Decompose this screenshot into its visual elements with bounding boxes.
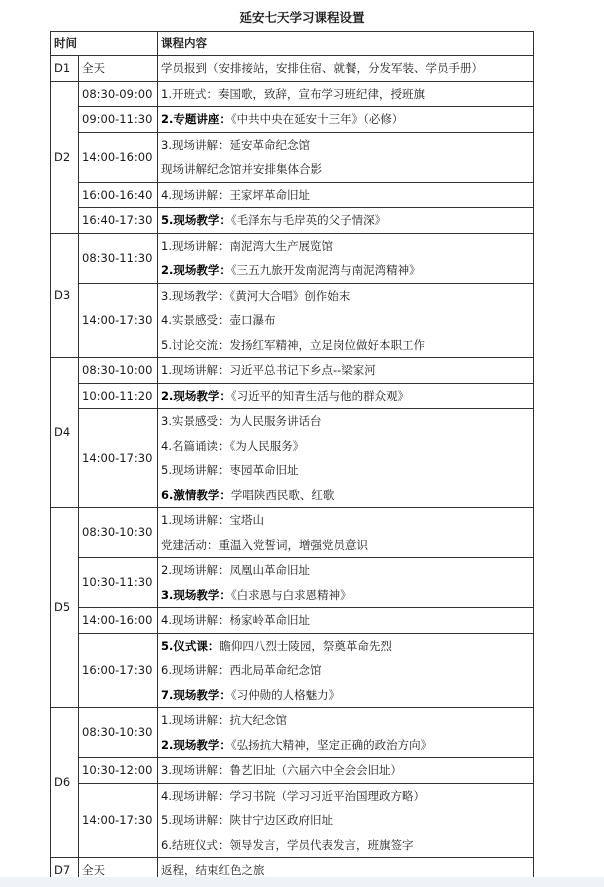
course-item-text: 4.现场讲解：王家坪革命旧址 (161, 187, 310, 202)
content-cell (158, 81, 534, 107)
course-item (161, 384, 530, 409)
course-item-text: 6.结班仪式：领导发言，学员代表发言，班旗签字 (161, 837, 414, 852)
course-item-label: 5.仪式课： (161, 638, 220, 653)
time-cell: 08:30-10:30 (79, 508, 158, 558)
content-cell (158, 708, 534, 758)
course-item-text: 4.名篇诵读：《为人民服务》 (161, 438, 305, 453)
day-cell: D5 (51, 508, 79, 708)
time-cell: 08:30-10:30 (79, 708, 158, 758)
content-cell (158, 633, 534, 708)
time-cell: 16:00-16:40 (79, 182, 158, 208)
course-item (161, 808, 530, 833)
course-item (161, 533, 530, 558)
time-cell: 08:30-11:30 (79, 233, 158, 283)
course-item-text: 1.开班式：奏国歌，致辞，宣布学习班纪律，授班旗 (161, 86, 425, 101)
schedule-row (51, 132, 534, 182)
course-item-text: 3.现场讲解：延安革命纪念馆 (161, 137, 310, 152)
content-cell (158, 383, 534, 409)
course-item-text: 1.现场讲解：抗大纪念馆 (161, 713, 287, 727)
course-item (161, 157, 530, 182)
course-item (161, 708, 530, 733)
course-item (161, 508, 530, 533)
course-item (161, 133, 530, 158)
course-item (161, 56, 530, 81)
course-item-text: 5.讨论交流：发扬红军精神，立足岗位做好本职工作 (161, 337, 425, 352)
course-item-text: 1.现场讲解：宝塔山 (161, 513, 264, 527)
content-cell (158, 56, 534, 82)
schedule-row (51, 233, 534, 283)
schedule-row (51, 383, 534, 409)
course-item-text: 《白求恩与白求恩精神》 (230, 587, 352, 602)
course-item-label: 2.现场教学： (161, 388, 231, 403)
content-cell (158, 358, 534, 384)
content-cell (158, 783, 534, 858)
course-item (161, 583, 530, 608)
course-item-text: 2.现场讲解：凤凰山革命旧址 (161, 563, 310, 577)
time-cell: 全天 (79, 858, 158, 884)
course-item (161, 107, 530, 132)
time-cell: 10:00-11:20 (79, 383, 158, 409)
time-cell: 16:00-17:30 (79, 633, 158, 708)
course-item (161, 608, 530, 633)
course-item-text: 现场讲解纪念馆并安排集体合影 (161, 162, 322, 176)
course-item (161, 683, 530, 708)
table-header-row (51, 32, 534, 56)
schedule-row (51, 708, 534, 758)
course-item-label: 5.现场教学： (161, 213, 231, 227)
time-cell: 08:30-10:00 (79, 358, 158, 384)
schedule-row (51, 81, 534, 107)
course-item (161, 358, 530, 383)
course-item-text: 3.现场教学：《黄河大合唱》创作始末 (161, 288, 351, 303)
header-time: 时间 (51, 32, 158, 56)
course-item (161, 833, 530, 858)
schedule-row (51, 783, 534, 858)
schedule-row (51, 283, 534, 358)
time-cell: 14:00-16:00 (79, 608, 158, 634)
course-item (161, 733, 530, 758)
day-cell: D1 (51, 56, 79, 82)
course-item (161, 234, 530, 259)
page-title: 延安七天学习课程设置 (239, 10, 365, 25)
course-item-text: 4.现场讲解：学习书院（学习习近平治国理政方略） (161, 788, 425, 803)
content-cell (158, 409, 534, 508)
content-cell (158, 208, 534, 234)
course-item-label: 2.现场教学： (161, 263, 231, 277)
schedule-row (51, 208, 534, 234)
content-cell (158, 233, 534, 283)
course-item-text: 《习仲勋的人格魅力》 (230, 687, 341, 702)
time-cell: 10:30-11:30 (79, 558, 158, 608)
time-cell: 全天 (79, 56, 158, 82)
time-cell: 14:00-17:30 (79, 783, 158, 858)
content-cell (158, 107, 534, 133)
content-cell (158, 283, 534, 358)
content-cell (158, 558, 534, 608)
course-item-text: 1.现场讲解：南泥湾大生产展览馆 (161, 238, 333, 253)
course-item (161, 558, 530, 583)
footer-strip (0, 877, 604, 887)
day-cell: D7 (51, 858, 79, 884)
course-item-text: 《毛泽东与毛岸英的父子情深》 (230, 213, 387, 227)
course-item-label: 6.激情教学： (161, 487, 231, 502)
schedule-row (51, 409, 534, 508)
course-item (161, 333, 530, 358)
day-cell: D4 (51, 358, 79, 508)
course-item (161, 458, 530, 483)
course-item (161, 634, 530, 659)
schedule-body (51, 56, 534, 884)
course-item-text: 《三五九旅开发南泥湾与南泥湾精神》 (230, 263, 421, 277)
course-item-label: 7.现场教学： (161, 687, 231, 702)
course-item-text: 《习近平的知青生活与他的群众观》 (230, 388, 410, 403)
time-cell: 14:00-17:30 (79, 283, 158, 358)
course-item (161, 758, 530, 783)
schedule-row (51, 107, 534, 133)
course-item-text: 4.实景感受：壶口瀑布 (161, 313, 276, 327)
course-item-text: 3.现场讲解：鲁艺旧址（六届六中全会会旧址） (161, 763, 402, 777)
course-item-text: 4.现场讲解：杨家岭革命旧址 (161, 613, 310, 627)
day-cell: D3 (51, 233, 79, 358)
time-cell: 10:30-12:00 (79, 758, 158, 784)
course-item (161, 284, 530, 309)
schedule-table (50, 31, 534, 884)
course-item-text: 5.现场讲解：陕甘宁边区政府旧址 (161, 813, 333, 827)
schedule-row (51, 56, 534, 82)
course-item-label: 2.现场教学： (161, 737, 231, 752)
content-cell (158, 758, 534, 784)
course-item-text: 1.现场讲解：习近平总书记下乡点--梁家河 (161, 363, 376, 377)
time-cell: 14:00-16:00 (79, 132, 158, 182)
course-item-text: 3.实景感受：为人民服务讲话台 (161, 414, 322, 428)
course-item-text: 5.现场讲解：枣园革命旧址 (161, 463, 299, 477)
time-cell: 14:00-17:30 (79, 409, 158, 508)
schedule-row (51, 508, 534, 558)
course-item (161, 784, 530, 809)
course-item (161, 208, 530, 233)
content-cell (158, 508, 534, 558)
course-item (161, 308, 530, 333)
time-cell: 16:40-17:30 (79, 208, 158, 234)
course-item (161, 409, 530, 434)
content-cell (158, 182, 534, 208)
course-item-text: 党建活动：重温入党誓词，增强党员意识 (161, 537, 368, 552)
schedule-row (51, 358, 534, 384)
schedule-row (51, 182, 534, 208)
schedule-row (51, 633, 534, 708)
schedule-row (51, 608, 534, 634)
day-cell: D6 (51, 708, 79, 858)
schedule-row (51, 758, 534, 784)
course-item (161, 658, 530, 683)
course-item-text: 《中共中央在延安十三年》（必修） (230, 112, 404, 126)
course-item-text: 瞻仰四八烈士陵园，祭奠革命先烈 (219, 638, 392, 653)
course-item (161, 434, 530, 459)
content-cell (158, 608, 534, 634)
header-content: 课程内容 (158, 32, 534, 56)
course-item-label: 3.现场教学： (161, 587, 231, 602)
course-item-text: 《弘扬抗大精神，坚定正确的政治方向》 (230, 737, 433, 752)
course-item-text: 返程，结束红色之旅 (161, 863, 265, 877)
course-item-text: 学员报到（安排接站，安排住宿、就餐，分发军装、学员手册） (161, 61, 483, 75)
time-cell: 08:30-09:00 (79, 81, 158, 107)
content-cell (158, 132, 534, 182)
day-cell: D2 (51, 81, 79, 233)
course-item-label: 2.专题讲座： (161, 112, 231, 126)
course-item (161, 183, 530, 208)
course-item-text: 学唱陕西民歌、红歌 (230, 487, 335, 502)
course-item-text: 6.现场讲解：西北局革命纪念馆 (161, 663, 322, 677)
course-item (161, 258, 530, 283)
schedule-row (51, 558, 534, 608)
course-item (161, 483, 530, 508)
course-item (161, 82, 530, 107)
time-cell: 09:00-11:30 (79, 107, 158, 133)
